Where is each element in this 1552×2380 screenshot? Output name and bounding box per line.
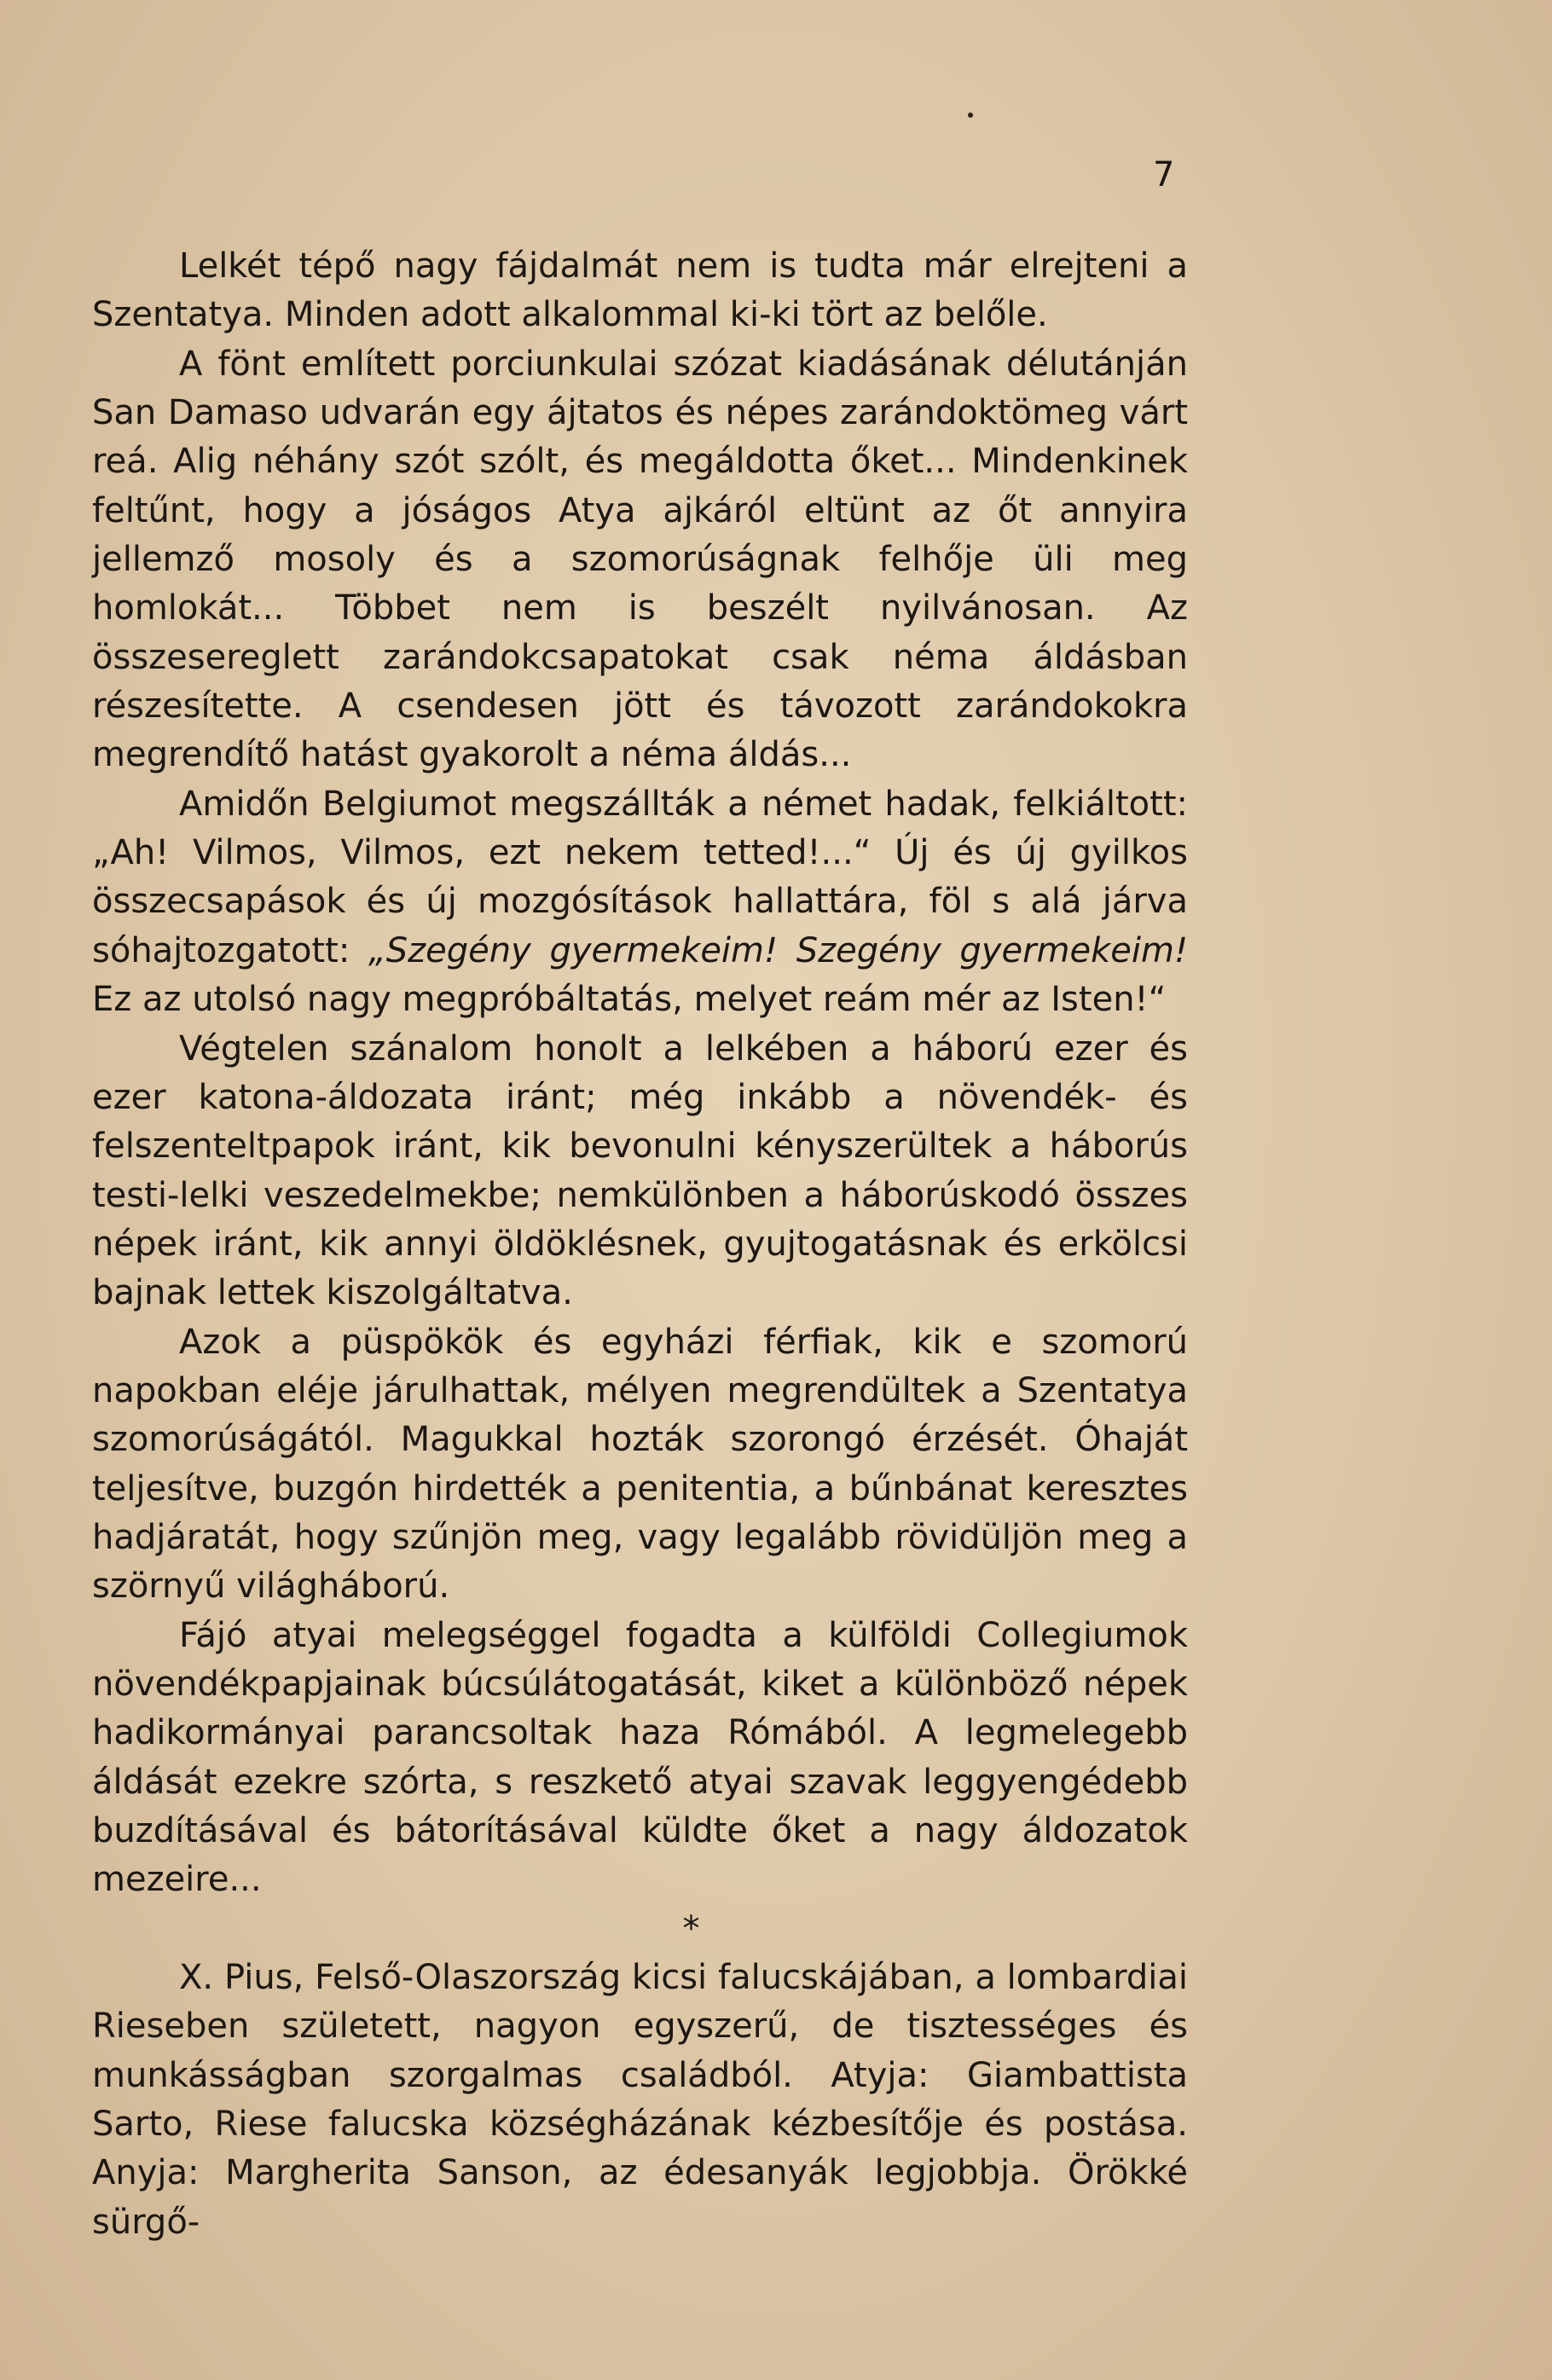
ink-speck xyxy=(968,113,973,118)
paragraph-4: Végtelen szánalom honolt a lelkében a háború ezer és ezer katona-áldozata iránt; még inkább a növendék- és felszenteltpapok iránt, kik bevonulni kényszerültek a háborús testi-lelki veszedelmekbe; nemkülönben a háborúskodó összes népek iránt, kik annyi öldöklésnek, gyujtogatásnak és erkölcsi bajnak lettek kiszolgáltatva. xyxy=(92,1028,1188,1313)
paragraph-3 xyxy=(92,780,1188,1025)
section-separator: * xyxy=(682,1908,700,1949)
body-text xyxy=(92,242,1188,2247)
paragraph-5: Azok a püspökök és egyházi férfiak, kik e szomorú napokban eléje járulhattak, mélyen megrendültek a Szentatya szomorúságától. Magukkal hozták szorongó érzését. Óhaját teljesítve, buzgón hirdették a penitentia, a bűnbánat keresztes hadjáratát, hogy szűnjön meg, vagy legalább rövidüljön meg a szörnyű világháború. xyxy=(92,1322,1188,1607)
paragraph-1: Lelkét tépő nagy fájdalmát nem is tudta már elrejteni a Szentatya. Minden adott alkalommal ki-ki tört az belőle. xyxy=(92,246,1188,335)
paragraph-2: A fönt említett porciunkulai szózat kiadásának délutánján San Damaso udvarán egy ájtatos és népes zarándoktömeg várt reá. Alig néhány szót szólt, és megáldotta őket... Mindenkinek feltűnt, hogy a jóságos Atya ajkáról eltünt az őt annyira jellemző mosoly és a szomorúságnak felhője üli meg homlokát... Többet nem is beszélt nyilvánosan. Az összesereglett zarándokcsapatokat csak néma áldásban részesítette. A csendesen jött és távozott zarándokokra megrendítő hatást gyakorolt a néma áldás... xyxy=(92,344,1188,775)
paragraph-3-text-start: Amidőn Belgiumot megszállták a német hadak, felkiáltott: „Ah! Vilmos, Vilmos, ezt nekem tetted!...“ Új és új gyilkos összecsapások és új mozgósítások hallattára, föl s alá járva sóhajtozgatott: xyxy=(92,784,1188,970)
paragraph-6: Fájó atyai melegséggel fogadta a külföldi Collegiumok növendékpapjainak búcsúlátogatását, kiket a különböző népek hadikormányai parancsoltak haza Rómából. A legmelegebb áldását ezekre szórta, s reszkető atyai szavak leggyengédebb buzdításával és bátorításával küldte őket a nagy áldozatok mezeire... xyxy=(92,1615,1188,1900)
paragraph-7: X. Pius, Felső-Olaszország kicsi falucskájában, a lombardiai Rieseben született, nagyon egyszerű, de tisztességes és munkásságban szorgalmas családból. Atyja: Giambattista Sarto, Riese falucska községházának kézbesítője és postása. Anyja: Margherita Sanson, az édesanyák legjobbja. Örökké sürgő- xyxy=(92,1958,1188,2242)
paragraph-3-text-end: Ez az utolsó nagy megpróbáltatás, melyet reám mér az Isten!“ xyxy=(92,980,1167,1020)
page-number: 7 xyxy=(1153,155,1175,194)
paragraph-3-quote-italic: „Szegény gyermekeim! Szegény gyermekeim! xyxy=(368,930,1188,970)
